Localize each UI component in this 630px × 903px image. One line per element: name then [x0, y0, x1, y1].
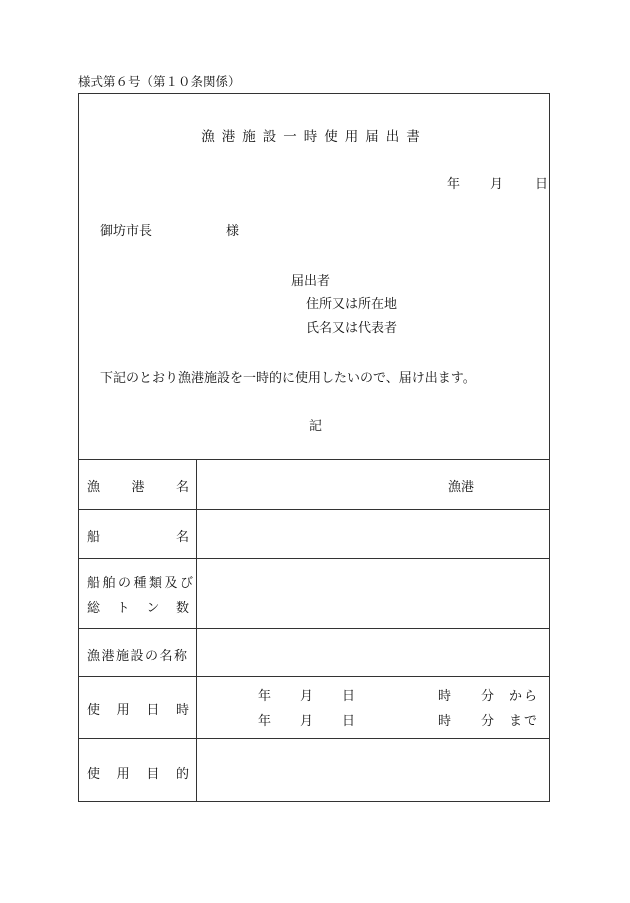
ship-name-label: 船 名 [87, 530, 189, 545]
row-divider [79, 509, 549, 510]
addressee-honorific: 様 [226, 224, 240, 239]
notifier-address-label: 住所又は所在地 [306, 297, 398, 312]
row-divider [79, 558, 549, 559]
until-year-label: 年 [258, 714, 272, 729]
usage-datetime-label: 使 用 日 時 [87, 703, 189, 718]
from-minute-label: 分 [481, 689, 495, 704]
label-column-divider [196, 459, 197, 801]
usage-purpose-label: 使 用 目 的 [87, 767, 189, 782]
from-hour-label: 時 [438, 689, 452, 704]
ki-heading: 記 [309, 419, 323, 434]
date-month-label: 月 [490, 177, 504, 192]
until-minute-label: 分 [481, 714, 495, 729]
date-year-label: 年 [447, 177, 461, 192]
from-month-label: 月 [300, 689, 314, 704]
until-month-label: 月 [300, 714, 314, 729]
port-name-label: 漁 港 名 [87, 480, 189, 495]
from-day-label: 日 [342, 689, 356, 704]
gross-tonnage-label: 総 ト ン 数 [87, 601, 189, 616]
notifier-name-label: 氏名又は代表者 [306, 321, 398, 336]
statement-text: 下記のとおり漁港施設を一時的に使用したいので、届け出ます。 [100, 371, 476, 386]
from-year-label: 年 [258, 689, 272, 704]
from-suffix: から [509, 689, 540, 704]
row-divider [79, 628, 549, 629]
date-day-label: 日 [535, 177, 549, 192]
table-top-line [79, 459, 549, 460]
form-title: 漁港施設一時使用届出書 [201, 129, 427, 145]
until-hour-label: 時 [438, 714, 452, 729]
ship-type-label-line1: 船舶の種類及び [87, 576, 196, 591]
until-suffix: まで [509, 714, 540, 729]
addressee-name: 御坊市長 [100, 224, 153, 239]
notification-form [78, 93, 550, 802]
form-number-label: 様式第６号（第１０条関係） [78, 74, 241, 89]
row-divider [79, 676, 549, 677]
row-divider [79, 738, 549, 739]
port-name-suffix: 漁港 [448, 480, 475, 495]
until-day-label: 日 [342, 714, 356, 729]
notifier-heading: 届出者 [291, 274, 331, 289]
facility-name-label: 漁港施設の名称 [87, 649, 189, 664]
